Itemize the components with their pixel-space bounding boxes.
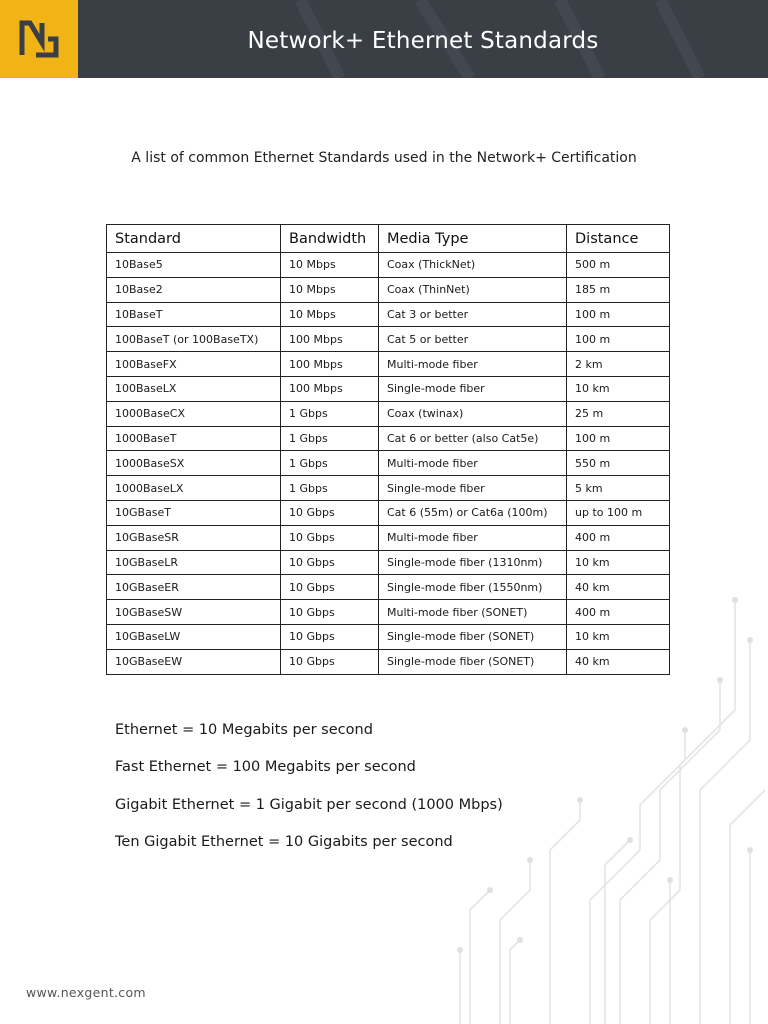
cell-bandwidth: 10 Gbps <box>281 525 379 550</box>
cell-distance: 40 km <box>567 575 670 600</box>
cell-media-type: Multi-mode fiber (SONET) <box>379 600 567 625</box>
table-row <box>107 401 670 426</box>
table-row <box>107 302 670 327</box>
cell-media-type: Single-mode fiber (SONET) <box>379 624 567 649</box>
cell-distance: 400 m <box>567 525 670 550</box>
table-row <box>107 525 670 550</box>
page-title: Network+ Ethernet Standards <box>247 28 599 54</box>
cell-distance: 500 m <box>567 253 670 278</box>
cell-distance: 25 m <box>567 401 670 426</box>
cell-bandwidth: 1 Gbps <box>281 476 379 501</box>
cell-media-type: Cat 6 or better (also Cat5e) <box>379 426 567 451</box>
cell-bandwidth: 10 Gbps <box>281 550 379 575</box>
cell-distance: 400 m <box>567 600 670 625</box>
cell-media-type: Multi-mode fiber <box>379 525 567 550</box>
cell-bandwidth: 10 Gbps <box>281 600 379 625</box>
cell-media-type: Single-mode fiber (1310nm) <box>379 550 567 575</box>
note-ethernet: Ethernet = 10 Megabits per second <box>115 722 373 738</box>
cell-standard: 10BaseT <box>107 302 281 327</box>
cell-distance: 100 m <box>567 327 670 352</box>
cell-bandwidth: 10 Gbps <box>281 624 379 649</box>
table-row <box>107 451 670 476</box>
cell-bandwidth: 100 Mbps <box>281 327 379 352</box>
cell-bandwidth: 100 Mbps <box>281 376 379 401</box>
cell-media-type: Multi-mode fiber <box>379 352 567 377</box>
cell-media-type: Single-mode fiber (1550nm) <box>379 575 567 600</box>
cell-bandwidth: 10 Gbps <box>281 575 379 600</box>
table-row <box>107 327 670 352</box>
cell-distance: 100 m <box>567 426 670 451</box>
cell-distance: 5 km <box>567 476 670 501</box>
cell-bandwidth: 10 Gbps <box>281 649 379 674</box>
table-row <box>107 352 670 377</box>
cell-standard: 10GBaseLW <box>107 624 281 649</box>
note-ten-gigabit-ethernet: Ten Gigabit Ethernet = 10 Gigabits per second <box>115 833 453 850</box>
circuit-pattern-icon <box>430 560 768 1024</box>
cell-media-type: Single-mode fiber (SONET) <box>379 649 567 674</box>
cell-media-type: Coax (ThickNet) <box>379 253 567 278</box>
cell-standard: 10GBaseEW <box>107 649 281 674</box>
cell-distance: 40 km <box>567 649 670 674</box>
cell-standard: 10Base5 <box>107 253 281 278</box>
cell-bandwidth: 10 Mbps <box>281 253 379 278</box>
intro-text: A list of common Ethernet Standards used in the Network+ Certification <box>131 150 637 166</box>
cell-media-type: Coax (twinax) <box>379 401 567 426</box>
cell-bandwidth: 1 Gbps <box>281 401 379 426</box>
table-row <box>107 426 670 451</box>
cell-standard: 100BaseLX <box>107 376 281 401</box>
cell-media-type: Multi-mode fiber <box>379 451 567 476</box>
table-row <box>107 277 670 302</box>
cell-distance: 100 m <box>567 302 670 327</box>
cell-bandwidth: 1 Gbps <box>281 426 379 451</box>
cell-standard: 1000BaseSX <box>107 451 281 476</box>
table-row <box>107 500 670 525</box>
column-header-media-type: Media Type <box>379 225 567 253</box>
nexgent-logo-icon <box>16 17 62 61</box>
cell-distance: 10 km <box>567 624 670 649</box>
cell-distance: 10 km <box>567 550 670 575</box>
website-link[interactable]: www.nexgent.com <box>26 985 146 1000</box>
cell-standard: 10GBaseER <box>107 575 281 600</box>
cell-distance: 550 m <box>567 451 670 476</box>
table-row <box>107 376 670 401</box>
cell-standard: 100BaseFX <box>107 352 281 377</box>
cell-standard: 10GBaseSW <box>107 600 281 625</box>
cell-standard: 100BaseT (or 100BaseTX) <box>107 327 281 352</box>
cell-media-type: Cat 3 or better <box>379 302 567 327</box>
table-row <box>107 253 670 278</box>
cell-media-type: Cat 6 (55m) or Cat6a (100m) <box>379 500 567 525</box>
cell-standard: 1000BaseLX <box>107 476 281 501</box>
cell-standard: 1000BaseCX <box>107 401 281 426</box>
header-banner <box>0 0 768 78</box>
cell-standard: 10GBaseSR <box>107 525 281 550</box>
table-header-row <box>107 225 670 253</box>
logo <box>0 0 78 78</box>
cell-distance: up to 100 m <box>567 500 670 525</box>
cell-standard: 10Base2 <box>107 277 281 302</box>
cell-media-type: Coax (ThinNet) <box>379 277 567 302</box>
column-header-bandwidth: Bandwidth <box>281 225 379 253</box>
note-gigabit-ethernet: Gigabit Ethernet = 1 Gigabit per second (1000 Mbps) <box>115 796 503 813</box>
cell-distance: 10 km <box>567 376 670 401</box>
cell-bandwidth: 10 Mbps <box>281 277 379 302</box>
cell-standard: 10GBaseT <box>107 500 281 525</box>
cell-bandwidth: 10 Gbps <box>281 500 379 525</box>
cell-media-type: Single-mode fiber <box>379 376 567 401</box>
cell-bandwidth: 1 Gbps <box>281 451 379 476</box>
column-header-standard: Standard <box>107 225 281 253</box>
cell-standard: 1000BaseT <box>107 426 281 451</box>
cell-bandwidth: 10 Mbps <box>281 302 379 327</box>
note-fast-ethernet: Fast Ethernet = 100 Megabits per second <box>115 759 416 776</box>
cell-standard: 10GBaseLR <box>107 550 281 575</box>
cell-media-type: Single-mode fiber <box>379 476 567 501</box>
cell-bandwidth: 100 Mbps <box>281 352 379 377</box>
cell-distance: 2 km <box>567 352 670 377</box>
column-header-distance: Distance <box>567 225 670 253</box>
table-row <box>107 476 670 501</box>
cell-media-type: Cat 5 or better <box>379 327 567 352</box>
cell-distance: 185 m <box>567 277 670 302</box>
